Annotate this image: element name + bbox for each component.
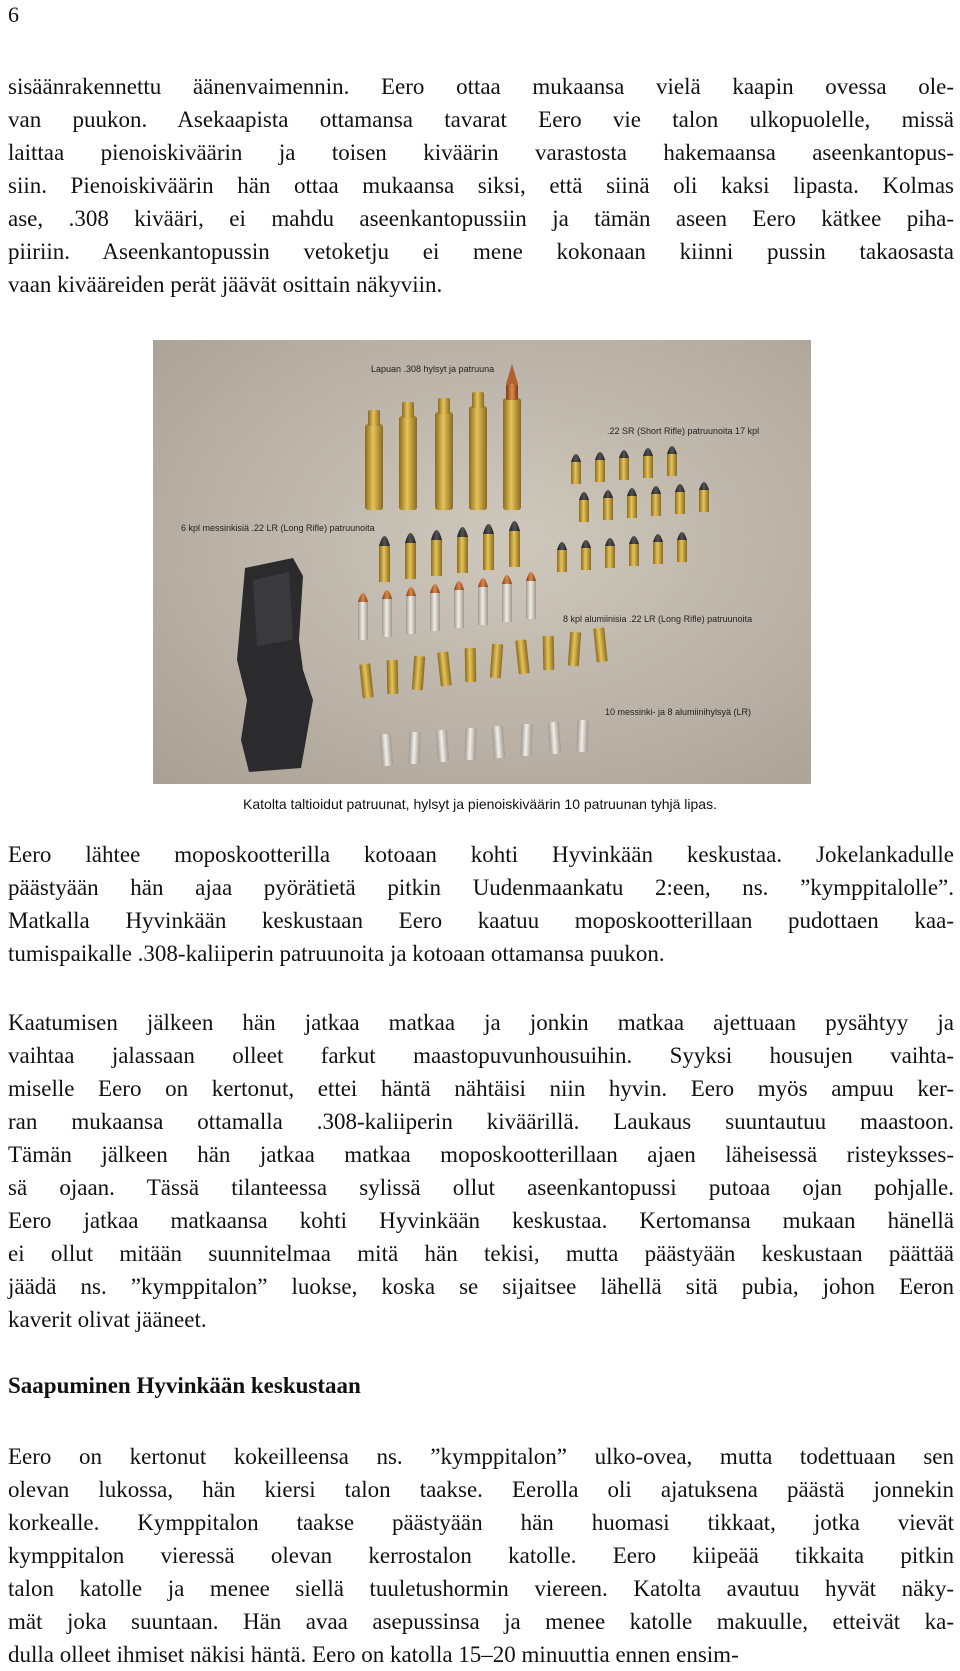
aluminium-case: [502, 584, 512, 622]
label-22lr-alu: 8 kpl alumiinisia .22 LR (Long Rifle) patruunoita: [563, 614, 753, 624]
long-rifle-case: [457, 537, 468, 573]
short-rifle-case: [581, 548, 591, 570]
short-rifle-case: [557, 550, 567, 572]
copper-bullet: [502, 575, 512, 584]
label-308: Lapuan .308 hylsyt ja patruuna: [371, 364, 495, 374]
aluminium-casing: [408, 732, 420, 764]
case-neck: [438, 398, 450, 414]
copper-bullet: [478, 578, 488, 587]
aluminium-casing: [576, 720, 588, 752]
short-rifle-case: [595, 460, 605, 482]
text-line: korkealle. Kymppitalon taakse päästyään hän huomasi tikkaat, jotka vievät: [8, 1510, 954, 1535]
paragraph-1: [8, 70, 954, 301]
aluminium-case: [358, 602, 368, 640]
lead-bullet: [581, 540, 591, 548]
text-line: Eero lähtee moposkootterilla kotoaan kohti Hyvinkään keskustaa. Jokelankadulle: [8, 842, 954, 867]
lead-bullet: [699, 482, 709, 490]
text-line: siin. Pienoiskiväärin hän ottaa mukaansa siksi, että siinä oli kaksi lipasta. Kolmas: [8, 173, 954, 198]
copper-bullet: [406, 587, 416, 596]
aluminium-case: [406, 596, 416, 634]
lead-bullet: [643, 448, 653, 456]
lead-bullet: [653, 534, 663, 542]
rifle-case: [399, 416, 417, 510]
short-rifle-case: [653, 542, 663, 564]
short-rifle-case: [667, 454, 677, 476]
paragraph-2: [8, 838, 954, 970]
lead-bullet: [579, 492, 589, 500]
lead-bullet: [457, 527, 468, 537]
text-line: tumispaikalle .308-kaliiperin patruunoita ja kotoaan ottamansa puukon.: [8, 941, 665, 966]
text-line: kaverit olivat jääneet.: [8, 1307, 207, 1332]
text-line: talon katolle ja menee siellä tuuletushormin viereen. Katolta avautuu hyvät näky-: [8, 1576, 954, 1601]
text-line: miselle Eero on kertonut, ettei häntä nähtäisi niin hyvin. Eero myös ampuu ker-: [8, 1076, 954, 1101]
brass-casing: [412, 656, 425, 691]
short-rifle-case: [629, 544, 639, 566]
lead-bullet: [677, 532, 687, 540]
brass-casing: [593, 627, 607, 662]
rifle-case: [503, 398, 521, 510]
text-line: ran mukaansa ottamalla .308-kaliiperin kiväärillä. Laukaus suuntautuu maastoon.: [8, 1109, 954, 1134]
lead-bullet: [571, 454, 581, 462]
text-line: Tämän jälkeen hän jatkaa matkaa moposkootterillaan ajaen läheisessä risteyksses-: [8, 1142, 954, 1167]
long-rifle-case: [483, 534, 494, 570]
copper-bullet: [358, 593, 368, 602]
brass-casing: [359, 663, 373, 698]
page-number: 6: [8, 2, 19, 27]
text-line: päästyään hän ajaa pyörätietä pitkin Uudenmaankatu 2:een, ns. ”kymppitalolle”.: [8, 875, 954, 900]
brass-casing: [568, 632, 581, 667]
short-rifle-case: [699, 490, 709, 512]
text-line: Eero jatkaa matkaansa kohti Hyvinkään keskustaa. Kertomansa mukaan hänellä: [8, 1208, 954, 1233]
short-rifle-case: [571, 462, 581, 484]
text-line: sisäänrakennettu äänenvaimennin. Eero ottaa mukaansa vielä kaapin ovessa ole-: [8, 74, 954, 99]
brass-casing: [387, 660, 399, 694]
text-line: van puukon. Asekaapista ottamansa tavarat Eero vie talon ulkopuolelle, missä: [8, 107, 954, 132]
lead-bullet: [667, 446, 677, 454]
short-rifle-case: [643, 456, 653, 478]
text-line: sä ojaan. Tässä tilanteessa sylissä ollut aseenkantopussi putoaa ojan pohjalle.: [8, 1175, 954, 1200]
aluminium-case: [430, 593, 440, 631]
aluminium-case: [382, 599, 392, 637]
short-rifle-case: [651, 494, 661, 516]
lead-bullet: [379, 536, 390, 546]
copper-bullet: [526, 572, 536, 581]
lead-bullet: [619, 450, 629, 458]
aluminium-casing: [436, 730, 449, 763]
aluminium-casing: [380, 734, 393, 767]
case-neck: [402, 402, 414, 418]
brass-casing: [543, 636, 555, 670]
bullet-tip: [506, 364, 518, 384]
aluminium-case: [526, 581, 536, 619]
rifle-case: [365, 424, 383, 510]
lead-bullet: [627, 488, 637, 496]
short-rifle-case: [677, 540, 687, 562]
long-rifle-case: [509, 531, 520, 567]
magazine-highlight: [253, 572, 293, 646]
section-heading: Saapuminen Hyvinkään keskustaan: [8, 1373, 361, 1398]
text-line: Kaatumisen jälkeen hän jatkaa matkaa ja jonkin matkaa ajettuaan pysähtyy ja: [8, 1010, 954, 1035]
lead-bullet: [651, 486, 661, 494]
copper-bullet: [382, 590, 392, 599]
aluminium-casing: [548, 722, 561, 755]
label-casings: 10 messinki- ja 8 alumiinihylsyä (LR): [605, 707, 752, 717]
lead-bullet: [605, 538, 615, 546]
text-line: vaan kivääreiden perät jäävät osittain näkyviin.: [8, 272, 443, 297]
lead-bullet: [431, 530, 442, 540]
copper-bullet: [454, 581, 464, 590]
short-rifle-case: [579, 500, 589, 522]
short-rifle-case: [619, 458, 629, 480]
text-line: laittaa pienoiskiväärin ja toisen kiväärin varastosta hakemaansa aseenkantopus-: [8, 140, 954, 165]
aluminium-casing: [492, 726, 505, 759]
aluminium-casing: [520, 724, 532, 756]
lead-bullet: [595, 452, 605, 460]
label-22sr: .22 SR (Short Rifle) patruunoita 17 kpl: [607, 426, 760, 436]
brass-casing: [465, 648, 477, 682]
long-rifle-case: [405, 543, 416, 579]
case-neck: [368, 410, 380, 426]
short-rifle-case: [603, 498, 613, 520]
long-rifle-case: [379, 546, 390, 582]
brass-casing: [437, 651, 451, 686]
text-line: ei ollut mitään suunnitelmaa mitä hän tekisi, mutta päästyään keskustaan päättää: [8, 1241, 954, 1266]
lead-bullet: [603, 490, 613, 498]
long-rifle-case: [431, 540, 442, 576]
aluminium-case: [478, 587, 488, 625]
text-line: mät joka suuntaan. Hän avaa asepussinsa ja menee katolle makuulle, etteivät ka-: [8, 1609, 954, 1634]
lead-bullet: [509, 521, 520, 531]
lead-bullet: [557, 542, 567, 550]
label-22lr-brass: 6 kpl messinkisiä .22 LR (Long Rifle) patruunoita: [181, 523, 375, 533]
short-rifle-case: [605, 546, 615, 568]
text-line: vaihtaa jalassaan olleet farkut maastopuvunhousuihin. Syyksi housujen vaihta-: [8, 1043, 954, 1068]
aluminium-casing: [464, 728, 476, 760]
text-line: dulla olleet ihmiset näkisi häntä. Eero on katolla 15–20 minuuttia ennen ensim-: [8, 1642, 739, 1667]
lead-bullet: [629, 536, 639, 544]
lead-bullet: [405, 533, 416, 543]
figure-caption: Katolta taltioidut patruunat, hylsyt ja pienoiskiväärin 10 patruunan tyhjä lipas.: [243, 796, 717, 812]
lead-bullet: [675, 484, 685, 492]
evidence-photo: [153, 340, 811, 784]
lead-bullet: [483, 524, 494, 534]
aluminium-case: [454, 590, 464, 628]
rifle-bullet: [506, 384, 518, 400]
copper-bullet: [430, 584, 440, 593]
photo-canvas: [153, 340, 811, 784]
text-line: ase, .308 kivääri, ei mahdu aseenkantopussiin ja tämän aseen Eero kätkee piha-: [8, 206, 954, 231]
text-line: jäädä ns. ”kymppitalon” luokse, koska se sijaitsee lähellä sitä pubia, johon Eeron: [8, 1274, 954, 1299]
rifle-case: [435, 412, 453, 510]
case-neck: [472, 392, 484, 408]
text-line: Matkalla Hyvinkään keskustaan Eero kaatuu moposkootterillaan pudottaen kaa-: [8, 908, 954, 933]
paragraph-3: [8, 1006, 954, 1336]
short-rifle-case: [675, 492, 685, 514]
text-line: olevan lukossa, hän kiersi talon taakse. Eerolla oli ajatuksena päästä jonnekin: [8, 1477, 954, 1502]
paragraph-4: [8, 1440, 954, 1671]
rifle-case: [469, 406, 487, 510]
short-rifle-case: [627, 496, 637, 518]
brass-casing: [490, 644, 503, 679]
brass-casing: [515, 639, 529, 674]
text-line: Eero on kertonut kokeilleensa ns. ”kymppitalon” ulko-ovea, mutta todettuaan sen: [8, 1444, 954, 1469]
text-line: piiriin. Aseenkantopussin vetoketju ei mene kokonaan kiinni pussin takaosasta: [8, 239, 954, 264]
text-line: kymppitalon vieressä olevan kerrostalon katolle. Eero kiipeää tikkaita pitkin: [8, 1543, 954, 1568]
